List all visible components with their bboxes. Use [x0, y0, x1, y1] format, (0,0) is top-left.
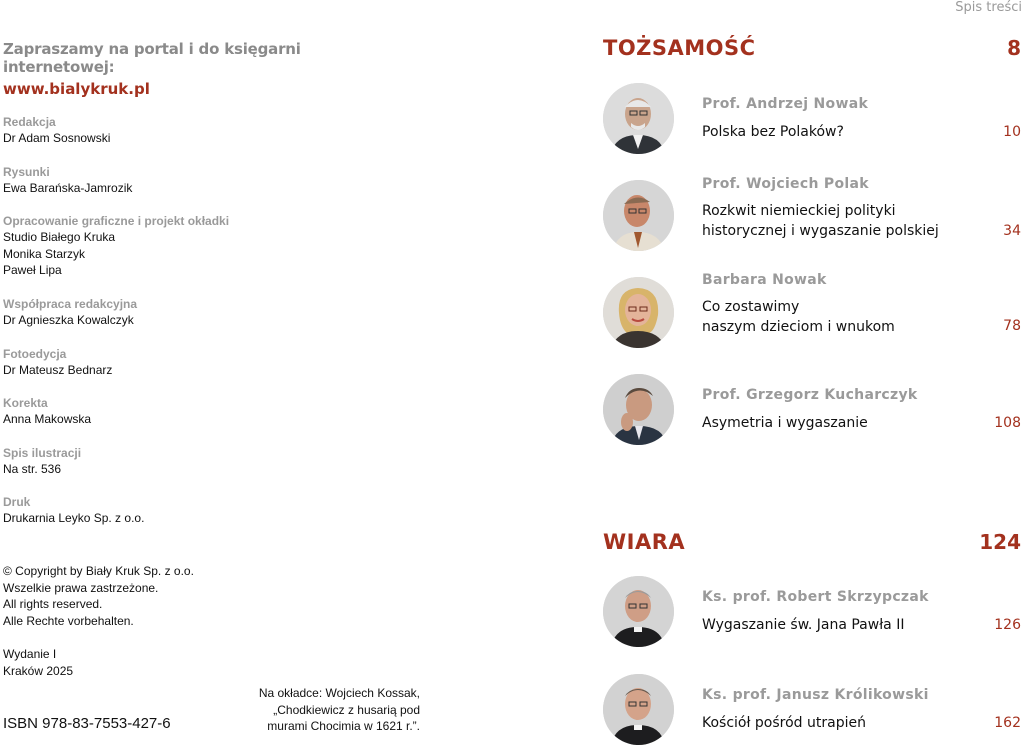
- copyright-line: © Copyright by Biały Kruk Sp. z o.o.: [3, 564, 194, 578]
- credit-name: Dr Mateusz Bednarz: [3, 362, 113, 377]
- author-portrait: [603, 576, 674, 647]
- credit-block: [3, 445, 303, 478]
- edition-line: Wydanie I: [3, 647, 57, 661]
- cover-note-line: „Chodkiewicz z husarią pod: [273, 702, 420, 717]
- chapter-title-line: Kościół pośród utrapień: [702, 715, 866, 731]
- section-title: WIARA: [603, 530, 686, 554]
- credit-name: Drukarnia Leyko Sp. z o.o.: [3, 511, 145, 526]
- isbn: ISBN 978-83-7553-427-6: [3, 715, 171, 732]
- section-title: TOŻSAMOŚĆ: [603, 36, 756, 60]
- author-name: Prof. Grzegorz Kucharczyk: [702, 387, 918, 403]
- author-portrait: [603, 83, 674, 154]
- toc-entry[interactable]: [603, 272, 1021, 351]
- section-label: Spis treści: [955, 0, 1022, 15]
- credit-heading: Rysunki: [3, 164, 50, 179]
- chapter-title: [702, 714, 972, 734]
- section-page-number: 124: [979, 530, 1021, 554]
- author-portrait: [603, 674, 674, 745]
- credit-name: Paweł Lipa: [3, 263, 62, 278]
- toc-entry[interactable]: [603, 576, 1021, 650]
- copyright-line: Wszelkie prawa zastrzeżone.: [3, 580, 159, 595]
- author-name: Ks. prof. Janusz Królikowski: [702, 687, 929, 703]
- cover-note-line: murami Chocimia w 1621 r.”.: [267, 719, 420, 734]
- chapter-title-line: Asymetria i wygaszanie: [702, 415, 868, 431]
- chapter-title-line: Wygaszanie św. Jana Pawła II: [702, 617, 905, 633]
- toc-entry[interactable]: [603, 674, 1021, 748]
- toc-entry[interactable]: [603, 83, 1021, 157]
- chapter-title-line: Co zostawimy: [702, 299, 800, 315]
- section-heading[interactable]: [603, 36, 1021, 60]
- chapter-title: [702, 298, 972, 337]
- invite-text: Zapraszamy na portal i do księgarni internetowej:: [3, 40, 301, 76]
- edition-info: [3, 646, 73, 679]
- chapter-title-line: naszym dzieciom i wnukom: [702, 318, 895, 335]
- copyright-line: Alle Rechte vorbehalten.: [3, 613, 134, 628]
- website-link[interactable]: www.bialykruk.pl: [3, 80, 150, 98]
- credit-name: Dr Agnieszka Kowalczyk: [3, 312, 134, 327]
- credit-name: Monika Starzyk: [3, 246, 86, 261]
- cover-note-line: Na okładce: Wojciech Kossak,: [258, 686, 420, 700]
- credit-name: Studio Białego Kruka: [3, 230, 116, 245]
- toc-entry[interactable]: [603, 176, 1021, 254]
- credit-heading: Spis ilustracji: [3, 445, 82, 460]
- credit-heading: Korekta: [3, 396, 48, 411]
- copyright-notice: [3, 563, 194, 629]
- credit-block: [3, 114, 303, 147]
- author-portrait: [603, 180, 674, 251]
- author-name: Prof. Wojciech Polak: [702, 176, 869, 192]
- chapter-title: [702, 616, 972, 636]
- credit-name: Na str. 536: [3, 461, 62, 476]
- credit-heading: Druk: [3, 495, 31, 510]
- chapter-title: [702, 123, 972, 143]
- credit-heading: Opracowanie graficzne i projekt okładki: [3, 214, 230, 229]
- page-number: 34: [1003, 223, 1021, 239]
- credit-heading: Fotoedycja: [3, 346, 67, 361]
- invite-block: [3, 40, 403, 98]
- credit-name: Dr Adam Sosnowski: [3, 131, 111, 145]
- page-number: 126: [994, 617, 1021, 633]
- chapter-title-line: historycznej i wygaszanie polskiej: [702, 222, 939, 239]
- edition-line: Kraków 2025: [3, 663, 74, 678]
- chapter-title-line: Polska bez Polaków?: [702, 124, 844, 140]
- credit-heading: Współpraca redakcyjna: [3, 296, 138, 311]
- credit-name: Anna Makowska: [3, 412, 92, 427]
- chapter-title: [702, 414, 972, 434]
- page-number: 162: [994, 715, 1021, 731]
- author-name: Barbara Nowak: [702, 272, 827, 288]
- credit-block: [3, 296, 303, 329]
- toc-entry[interactable]: [603, 374, 1021, 448]
- page-number: 10: [1003, 124, 1021, 140]
- chapter-title: [702, 202, 972, 241]
- copyright-line: All rights reserved.: [3, 597, 103, 612]
- cover-note: [240, 685, 420, 735]
- author-portrait: [603, 277, 674, 348]
- author-name: Prof. Andrzej Nowak: [702, 96, 869, 112]
- author-portrait: [603, 374, 674, 445]
- page-number: 108: [994, 415, 1021, 431]
- section-heading[interactable]: [603, 530, 1021, 554]
- page-number: 78: [1003, 318, 1021, 334]
- credit-heading: Redakcja: [3, 115, 56, 129]
- credits-list: [3, 114, 303, 544]
- credit-block: [3, 395, 303, 428]
- credit-block: [3, 346, 303, 379]
- section-page-number: 8: [1007, 36, 1021, 60]
- credit-block: [3, 494, 303, 527]
- author-name: Ks. prof. Robert Skrzypczak: [702, 589, 929, 605]
- credit-name: Ewa Barańska-Jamrozik: [3, 180, 133, 195]
- chapter-title-line: Rozkwit niemieckiej polityki: [702, 203, 896, 219]
- credit-block: [3, 213, 303, 279]
- credit-block: [3, 164, 303, 197]
